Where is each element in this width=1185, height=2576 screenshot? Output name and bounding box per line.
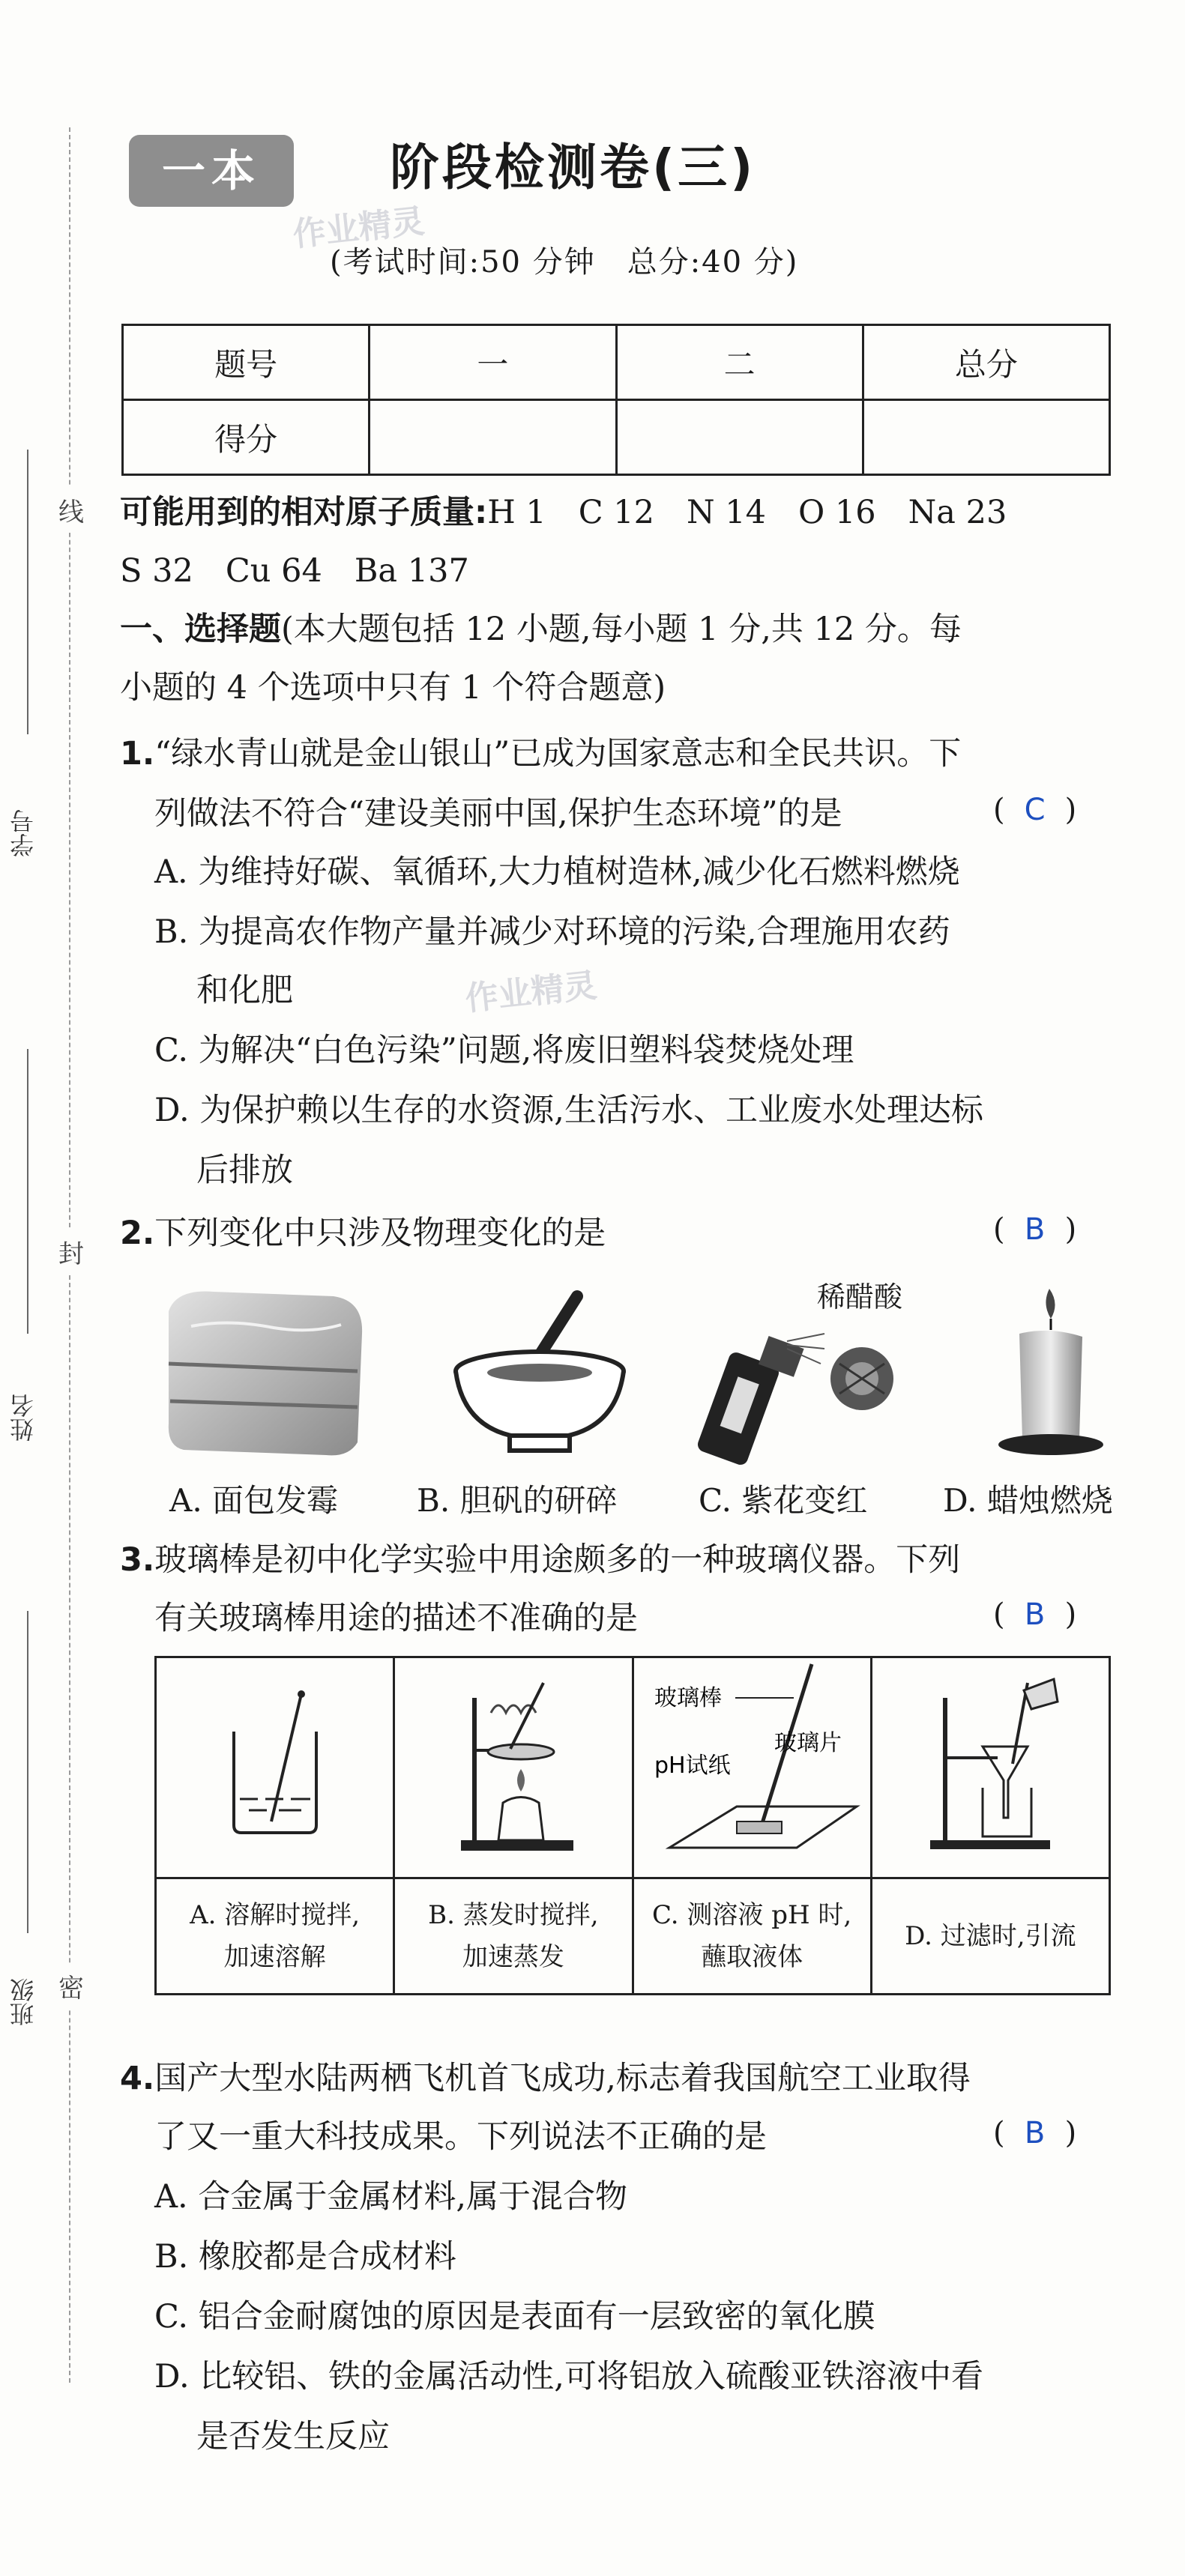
- question-3-stem: [120, 1536, 960, 1584]
- ph-test-cell: [633, 1657, 871, 1878]
- section-heading: [120, 605, 962, 653]
- filtration-cell: [871, 1657, 1109, 1878]
- question-1-stem-2: 列做法不符合“建设美丽中国,保护生态环境”的是: [154, 795, 842, 832]
- spray-flower-image: [697, 1304, 922, 1469]
- answer-1: ( C ): [993, 793, 1077, 827]
- option: B. 为提高农作物产量并减少对环境的污染,合理施用农药: [154, 913, 950, 951]
- student-id-label: 学号: [9, 809, 37, 857]
- cut-word-seal: 封: [58, 1229, 84, 1275]
- question-text: 下列变化中只涉及物理变化的是: [154, 1215, 606, 1252]
- caption-line: C. 测溶液 pH 时,: [651, 1900, 852, 1930]
- mortar-pestle-image: [450, 1289, 630, 1461]
- glass-rod-table: [154, 1656, 1111, 1995]
- option: C. 为解决“白色污染”问题,将废旧塑料袋焚烧处理: [154, 1032, 854, 1069]
- answer-value: B: [1024, 1597, 1046, 1632]
- ph-paper-label: pH试纸: [654, 1752, 731, 1779]
- atomic-mass-line: [120, 489, 1007, 536]
- answer-value: C: [1024, 793, 1046, 827]
- score-header-cell: 一: [370, 325, 616, 400]
- atomic-mass-values: H 1 C 12 N 14 O 16 Na 23: [487, 494, 1007, 531]
- question-text: 玻璃棒是初中化学实验中用途颇多的一种玻璃仪器。下列: [154, 1541, 961, 1579]
- beaker-stirring-image: [219, 1687, 331, 1836]
- option: A. 合金属于金属材料,属于混合物: [154, 2178, 628, 2216]
- question-number: 4.: [120, 2060, 155, 2097]
- watermark: 作业精灵: [291, 202, 426, 255]
- score-header-cell: 题号: [123, 325, 370, 400]
- caption-line: 蘸取液体: [701, 1942, 803, 1972]
- q3-option-d: [871, 1878, 1109, 1995]
- name-fill-line: [27, 1049, 28, 1334]
- question-text: “绿水青山就是金山银山”已成为国家意志和全民共识。下: [154, 735, 962, 773]
- question-text: 国产大型水陆两栖飞机首飞成功,标志着我国航空工业取得: [154, 2060, 971, 2097]
- question-2-stem: [120, 1209, 606, 1257]
- score-row-label: 得分: [123, 400, 370, 475]
- option-cont: 是否发生反应: [196, 2418, 390, 2455]
- question-number: 1.: [120, 735, 155, 773]
- class-label: 班级: [9, 1978, 37, 2026]
- q2-option: D. 蜡烛燃烧: [943, 1482, 1113, 1519]
- caption-line: 加速溶解: [223, 1942, 326, 1972]
- question-4-stem: [120, 2055, 971, 2102]
- glass-rod-label: 玻璃棒: [654, 1684, 723, 1711]
- option: D. 比较铝、铁的金属活动性,可将铝放入硫酸亚铁溶液中看: [154, 2358, 983, 2395]
- q2-option: A. 面包发霉: [169, 1482, 339, 1519]
- atomic-mass-label: 可能用到的相对原子质量:: [120, 494, 488, 531]
- cut-word-close: 密: [58, 1963, 84, 2009]
- score-header-cell: 总分: [863, 325, 1109, 400]
- q3-option-a: [156, 1878, 394, 1995]
- name-label: 姓名: [9, 1394, 37, 1442]
- caption-line: A. 溶解时搅拌,: [190, 1900, 361, 1930]
- evaporation-cell: [394, 1657, 633, 1878]
- option-cont: 和化肥: [196, 972, 293, 1009]
- question-number: 3.: [120, 1541, 155, 1579]
- score-cell[interactable]: [616, 400, 863, 475]
- beaker-stir-cell: [156, 1657, 394, 1878]
- score-cell[interactable]: [370, 400, 616, 475]
- q3-option-c: [633, 1878, 871, 1995]
- caption-line: D. 过滤时,引流: [905, 1921, 1076, 1951]
- candle-image: [989, 1274, 1117, 1461]
- ph-test-image: [639, 1660, 864, 1863]
- glass-slide-label: 玻璃片: [774, 1729, 842, 1756]
- vinegar-label: 稀醋酸: [817, 1281, 903, 1313]
- answer-value: B: [1024, 1212, 1046, 1247]
- cut-word-line: 线: [58, 487, 84, 533]
- score-cell[interactable]: [863, 400, 1109, 475]
- exam-info: (考试时间:50 分钟 总分:40 分): [330, 245, 799, 279]
- bread-image: [161, 1281, 371, 1461]
- evaporation-image: [438, 1668, 588, 1855]
- student-id-fill-line: [27, 450, 28, 734]
- section-desc-2: 小题的 4 个选项中只有 1 个符合题意): [120, 669, 666, 707]
- page-title: 阶段检测卷(三): [390, 139, 756, 196]
- q3-option-b: [394, 1878, 633, 1995]
- caption-line: 加速蒸发: [462, 1942, 564, 1972]
- option: C. 铝合金耐腐蚀的原因是表面有一层致密的氧化膜: [154, 2298, 875, 2335]
- book-badge: 一本: [129, 135, 294, 207]
- question-number: 2.: [120, 1215, 155, 1252]
- atomic-mass-values-2: S 32 Cu 64 Ba 137: [120, 552, 469, 590]
- option: D. 为保护赖以生存的水资源,生活污水、工业废水处理达标: [154, 1092, 983, 1129]
- section-desc: (本大题包括 12 小题,每小题 1 分,共 12 分。每: [281, 611, 962, 648]
- answer-value: B: [1024, 2116, 1046, 2150]
- score-table: [121, 324, 1111, 476]
- question-3-stem-2: 有关玻璃棒用途的描述不准确的是: [154, 1600, 638, 1637]
- answer-3: ( B ): [993, 1597, 1077, 1632]
- score-header-cell: 二: [616, 325, 863, 400]
- q2-option: B. 胆矾的研碎: [417, 1482, 618, 1519]
- answer-2: ( B ): [993, 1212, 1077, 1247]
- class-fill-line: [27, 1611, 28, 1933]
- caption-line: B. 蒸发时搅拌,: [428, 1900, 599, 1930]
- option: A. 为维持好碳、氧循环,大力植树造林,减少化石燃料燃烧: [154, 853, 960, 891]
- option: B. 橡胶都是合成材料: [154, 2238, 456, 2276]
- q2-option: C. 紫花变红: [699, 1482, 868, 1519]
- question-4-stem-2: 了又一重大科技成果。下列说法不正确的是: [154, 2118, 767, 2156]
- answer-4: ( B ): [993, 2116, 1077, 2150]
- filtration-image: [915, 1668, 1065, 1855]
- option-cont: 后排放: [196, 1152, 293, 1189]
- watermark: 作业精灵: [463, 966, 599, 1019]
- question-1-stem: [120, 730, 961, 778]
- section-title: 一、选择题: [120, 611, 281, 648]
